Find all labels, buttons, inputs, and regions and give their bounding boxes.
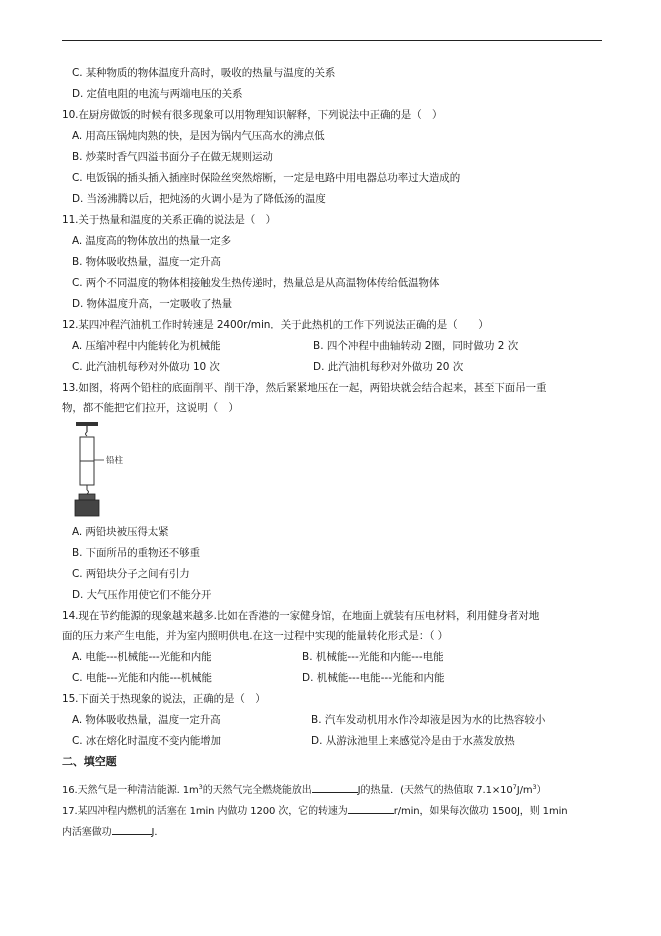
q10-option-d[interactable]: D. 当汤沸腾以后，把炖汤的火调小是为了降低汤的温度 <box>72 193 326 205</box>
q13-option-c[interactable]: C. 两铅块分子之间有引力 <box>72 568 190 580</box>
q16-text <box>62 780 546 798</box>
q16-blank[interactable] <box>312 782 358 793</box>
q14-stem-line2: 面的压力来产生电能，并为室内照明供电.在这一过程中实现的能量转化形式是：（ ） <box>62 630 449 642</box>
q12-stem: 12.某四冲程汽油机工作时转速是 2400r/min．关于此热机的工作下列说法正确的是（ ） <box>62 319 489 331</box>
q16-part5: ） <box>536 785 547 796</box>
hook-icon <box>86 432 88 436</box>
q13-option-b[interactable]: B. 下面所吊的重物还不够重 <box>72 547 200 559</box>
lower-lead-cylinder <box>80 461 94 485</box>
q14-stem-line1: 14.现在节约能源的现象越来越多.比如在香港的一家健身馆，在地面上就装有压电材料，利用健身者对地 <box>62 610 540 622</box>
q12-option-b[interactable]: B. 四个冲程中曲轴转动 2圈，同时做功 2 次 <box>313 340 519 352</box>
q15-option-c[interactable]: C. 冰在熔化时温度不变内能增加 <box>72 735 221 747</box>
q17-line1 <box>62 803 568 819</box>
q9-option-d[interactable]: D. 定值电阻的电流与两端电压的关系 <box>72 88 243 100</box>
q16-part2: 的天然气完全燃烧能放出 <box>202 785 312 796</box>
q17-part2: r/min，如果每次做功 1500J，则 1min <box>393 806 568 817</box>
q15-option-a[interactable]: A. 物体吸收热量，温度一定升高 <box>72 714 221 726</box>
weight-top <box>79 494 95 500</box>
q10-option-a[interactable]: A. 用高压锅炖肉熟的快，是因为锅内气压高水的沸点低 <box>72 130 325 142</box>
lead-cylinders-diagram <box>66 420 146 520</box>
q14-option-b[interactable]: B. 机械能---光能和内能---电能 <box>302 651 444 663</box>
q9-option-c[interactable]: C. 某种物质的物体温度升高时，吸收的热量与温度的关系 <box>72 67 336 79</box>
figure-label: 铅柱 <box>106 456 124 466</box>
q14-option-c[interactable]: C. 电能---光能和内能---机械能 <box>72 672 212 684</box>
header-rule <box>62 40 602 41</box>
q17-part1: 17.某四冲程内燃机的活塞在 1min 内做功 1200 次，它的转速为 <box>62 806 348 817</box>
q17-blank-work[interactable] <box>112 824 152 835</box>
q15-option-d[interactable]: D. 从游泳池里上来感觉冷是由于水蒸发放热 <box>311 735 515 747</box>
q14-option-a[interactable]: A. 电能---机械能---光能和内能 <box>72 651 212 663</box>
q13-option-d[interactable]: D. 大气压作用使它们不能分开 <box>72 589 212 601</box>
q15-option-b[interactable]: B. 汽车发动机用水作冷却液是因为水的比热容较小 <box>311 714 546 726</box>
ceiling-support <box>76 422 98 426</box>
q16-sup1: 3 <box>198 783 203 791</box>
q17-line2a: 内活塞做功 <box>62 827 112 838</box>
q16-part1: 16.天然气是一种清洁能源. 1m <box>62 785 199 796</box>
q11-option-c[interactable]: C. 两个不同温度的物体相接触发生热传递时，热量总是从高温物体传给低温物体 <box>72 277 440 289</box>
q11-option-d[interactable]: D. 物体温度升高，一定吸收了热量 <box>72 298 233 310</box>
q17-blank-speed[interactable] <box>348 803 394 814</box>
q11-option-a[interactable]: A. 温度高的物体放出的热量一定多 <box>72 235 231 247</box>
q11-option-b[interactable]: B. 物体吸收热量，温度一定升高 <box>72 256 221 268</box>
q13-stem-line1: 13.如图，将两个铅柱的底面削平、削干净，然后紧紧地压在一起，两铅块就会结合起来，甚至下面吊一重 <box>62 382 547 394</box>
q12-option-c[interactable]: C. 此汽油机每秒对外做功 10 次 <box>72 361 220 373</box>
q16-part3: J的热量．(天然气的热值取 7.1×10 <box>357 785 513 796</box>
lead-cylinders-figure <box>66 420 146 520</box>
hanging-weight <box>75 500 99 516</box>
q17-line2 <box>62 824 164 840</box>
q17-line2b: J． <box>151 827 165 838</box>
q10-option-c[interactable]: C. 电饭锅的插头插入插座时保险丝突然熔断，一定是电路中用电器总功率过大造成的 <box>72 172 461 184</box>
q13-option-a[interactable]: A. 两铅块被压得太紧 <box>72 526 169 538</box>
section-title: 二、填空题 <box>62 755 117 768</box>
q11-stem: 11.关于热量和温度的关系正确的说法是（ ） <box>62 214 276 226</box>
q16-sup2: 7 <box>512 783 517 791</box>
q10-option-b[interactable]: B. 炒菜时香气四溢书面分子在做无规则运动 <box>72 151 273 163</box>
q16-part4: J/m <box>516 785 533 796</box>
upper-lead-cylinder <box>80 437 94 461</box>
q12-option-d[interactable]: D. 此汽油机每秒对外做功 20 次 <box>313 361 464 373</box>
q12-option-a[interactable]: A. 压缩冲程中内能转化为机械能 <box>72 340 221 352</box>
q10-stem: 10.在厨房做饭的时候有很多现象可以用物理知识解释，下列说法中正确的是（ ） <box>62 109 443 121</box>
q16-sup3: 3 <box>532 783 537 791</box>
q15-stem: 15.下面关于热现象的说法，正确的是（ ） <box>62 693 266 705</box>
q14-option-d[interactable]: D. 机械能---电能---光能和内能 <box>302 672 445 684</box>
q13-stem-line2: 物，都不能把它们拉开，这说明（ ） <box>62 402 239 414</box>
